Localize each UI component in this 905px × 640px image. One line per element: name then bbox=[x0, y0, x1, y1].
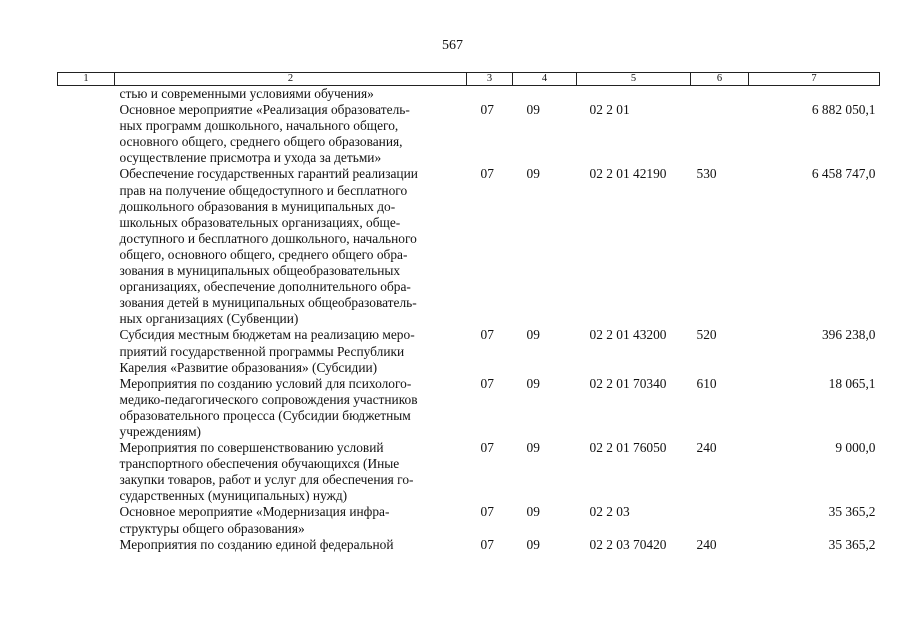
target-article-code: 02 2 01 76050 bbox=[589, 440, 667, 456]
target-article-code: 02 2 01 42190 bbox=[589, 166, 667, 182]
target-article-code bbox=[577, 86, 691, 103]
amount: 9 000,0 bbox=[835, 440, 876, 456]
table-row bbox=[58, 166, 880, 327]
table-row bbox=[58, 504, 880, 536]
subsection-code bbox=[513, 86, 577, 103]
column-header: 3 bbox=[467, 73, 513, 86]
expense-type-code bbox=[691, 504, 749, 536]
section-code: 07 bbox=[480, 440, 494, 456]
target-article-code: 02 2 03 bbox=[589, 504, 630, 520]
expense-description: Обеспечение государственных гарантий реализации прав на получение общедоступного и бесплатного дошкольного образования в муниципальных до- школьных образовательных организациях, обще- доступного и бесплатного дошкольного, начального общего, основного общего, среднего общего обра- зования в муниципальных общеобразовательных организациях, обеспечение дополнительного обра- зования детей в муниципальных общеобразователь- ных организациях (Субвенции) bbox=[119, 166, 418, 327]
section-code: 07 bbox=[480, 327, 494, 343]
table-row bbox=[58, 537, 880, 553]
table-row bbox=[58, 102, 880, 166]
subsection-code: 09 bbox=[526, 504, 540, 520]
subsection-code: 09 bbox=[526, 440, 540, 456]
column-header: 6 bbox=[691, 73, 749, 86]
target-article-code: 02 2 03 70420 bbox=[589, 536, 667, 552]
subsection-code: 09 bbox=[526, 102, 540, 118]
expense-description: Мероприятия по созданию единой федеральной bbox=[119, 536, 394, 552]
table-row bbox=[58, 327, 880, 375]
section-code: 07 bbox=[480, 102, 494, 118]
table-row bbox=[58, 86, 880, 103]
subsection-code: 09 bbox=[526, 327, 540, 343]
expense-description: Основное мероприятие «Реализация образователь- ных программ дошкольного, начального общего, основного общего, среднего общего образования, осуществление присмотра и ухода за детьми» bbox=[119, 102, 410, 166]
expense-description: Мероприятия по созданию условий для психолого- медико-педагогического сопровождения участников образовательного процесса (Субсидии бюджетным учреждениям) bbox=[119, 375, 418, 439]
expense-description: Основное мероприятие «Модернизация инфра- структуры общего образования» bbox=[119, 504, 390, 536]
amount: 35 365,2 bbox=[828, 504, 876, 520]
section-code: 07 bbox=[480, 536, 494, 552]
expense-type-code: 530 bbox=[696, 166, 717, 182]
section-code: 07 bbox=[480, 166, 494, 182]
amount bbox=[749, 86, 880, 103]
section-code bbox=[467, 86, 513, 103]
subsection-code: 09 bbox=[526, 536, 540, 552]
target-article-code: 02 2 01 bbox=[589, 102, 630, 118]
column-header: 7 bbox=[749, 73, 880, 86]
expense-description: Субсидия местным бюджетам на реализацию меро- приятий государственной программы Республики Карелия «Развитие образования» (Субсидии) bbox=[119, 327, 415, 375]
expense-type-code bbox=[691, 86, 749, 103]
section-code: 07 bbox=[480, 375, 494, 391]
expense-type-code: 520 bbox=[696, 327, 717, 343]
amount: 18 065,1 bbox=[828, 375, 876, 391]
expense-description: Мероприятия по совершенствованию условий транспортного обеспечения обучающихся (Иные закупки товаров, работ и услуг для обеспечения го- сударственных (муниципальных) нужд) bbox=[119, 440, 414, 504]
amount: 35 365,2 bbox=[828, 536, 876, 552]
target-article-code: 02 2 01 70340 bbox=[589, 375, 667, 391]
expense-type-code: 240 bbox=[696, 440, 717, 456]
subsection-code: 09 bbox=[526, 166, 540, 182]
target-article-code: 02 2 01 43200 bbox=[589, 327, 667, 343]
budget-table bbox=[57, 72, 880, 553]
expense-description: стью и современными условиями обучения» bbox=[119, 86, 374, 101]
column-header: 5 bbox=[577, 73, 691, 86]
amount: 6 458 747,0 bbox=[811, 166, 876, 182]
table-header-row bbox=[58, 73, 880, 86]
column-header: 4 bbox=[513, 73, 577, 86]
column-header: 2 bbox=[115, 73, 467, 86]
expense-type-code bbox=[691, 102, 749, 166]
amount: 396 238,0 bbox=[821, 327, 876, 343]
table-row bbox=[58, 376, 880, 440]
table-row bbox=[58, 440, 880, 504]
subsection-code: 09 bbox=[526, 375, 540, 391]
column-header: 1 bbox=[58, 73, 115, 86]
section-code: 07 bbox=[480, 504, 494, 520]
expense-type-code: 610 bbox=[696, 375, 717, 391]
expense-type-code: 240 bbox=[696, 536, 717, 552]
page-number: 567 bbox=[442, 38, 463, 53]
amount: 6 882 050,1 bbox=[811, 102, 876, 118]
